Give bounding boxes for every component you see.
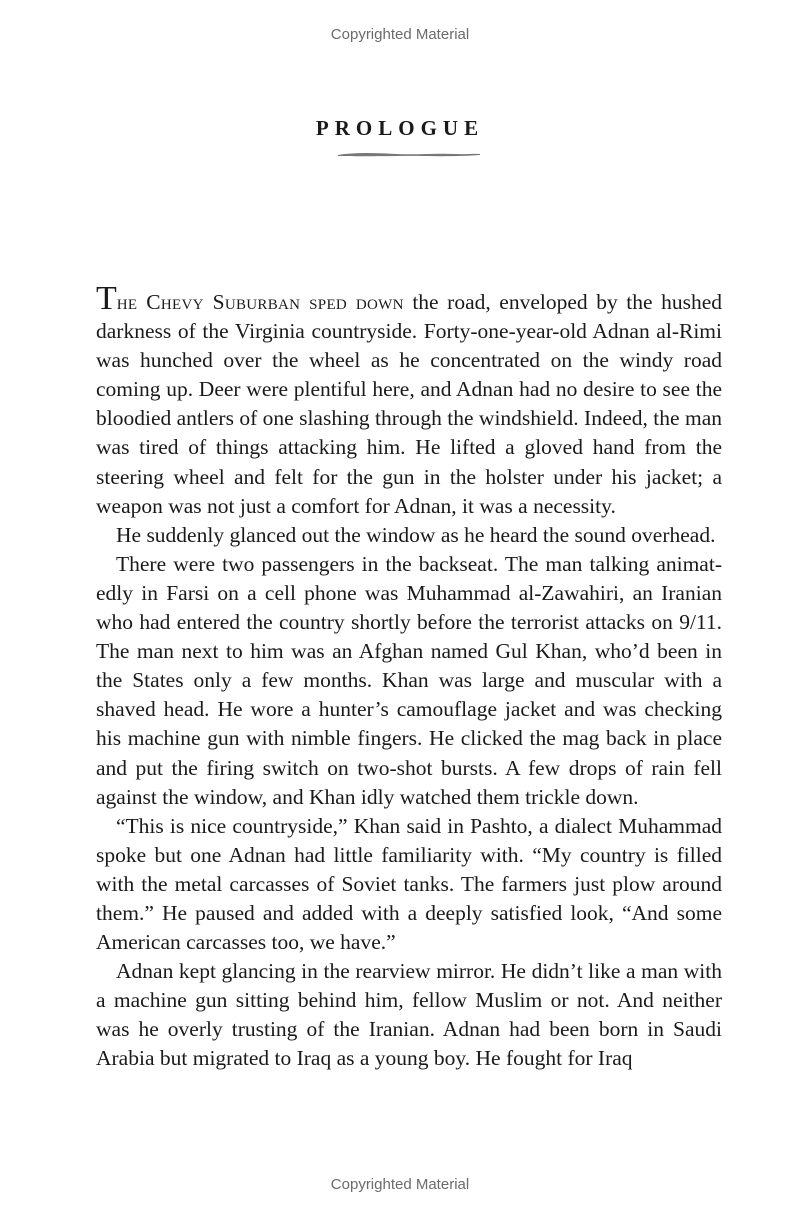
drop-cap-letter: T <box>96 280 117 317</box>
title-underline-ornament <box>336 150 482 158</box>
chapter-title: PROLOGUE <box>315 116 485 140</box>
opening-small-caps: he Chevy Suburban sped down <box>116 290 404 314</box>
copyright-watermark-bottom: Copyrighted Material <box>330 1176 470 1193</box>
prologue-body <box>96 280 723 1074</box>
opening-text: the road, enveloped by the hushed darkness of the Virginia countryside. Forty-one-year-old Adnan al-Rimi was hunched over the wheel as he concentrated on the windy road coming up. Deer were plentiful here, and Adnan had no desire to see the bloodied antlers of one slashing through the windshield. Indeed, the man was tired of things attacking him. He lifted a gloved hand from the steering wheel and felt for the gun in the holster under his jacket; a weapon was not just a comfort for Adnan, it was a necessity. <box>96 290 723 518</box>
paragraph: He suddenly glanced out the window as he heard the sound overhead. <box>116 522 716 547</box>
opening-paragraph <box>96 280 723 521</box>
copyright-watermark-top: Copyrighted Material <box>330 26 470 43</box>
paragraph: Adnan kept glancing in the rearview mirror. He didn’t like a man with a machine gun sitting behind him, fellow Muslim or not. And neither was he overly trusting of the Iranian. Adnan had been born in Saudi Arabia but migrated to Iraq as a young boy. He fought for Iraq <box>96 959 722 1071</box>
paragraph: “This is nice countryside,” Khan said in Pashto, a dialect Muhammad spoke but one Adnan had little familiarity with. “My country is filled with the metal carcasses of Soviet tanks. The farmers just plow around them.” He paused and added with a deeply satisfied look, “And some American carcasses too, we have.” <box>96 813 722 955</box>
paragraph: There were two passengers in the backseat. The man talking animatedly in Farsi on a cell phone was Muhammad al-Zawahiri, an Iranian who had entered the country shortly before the terrorist attacks on 9/11. The man next to him was an Afghan named Gul Khan, who’d been in the States only a few months. Khan was large and muscular with a shaved head. He wore a hunter’s camouflage jacket and was checking his machine gun with nimble fingers. He clicked the mag back in place and put the firing switch on two-shot bursts. A few drops of rain fell against the window, and Khan idly watched them trickle down. <box>96 551 722 809</box>
